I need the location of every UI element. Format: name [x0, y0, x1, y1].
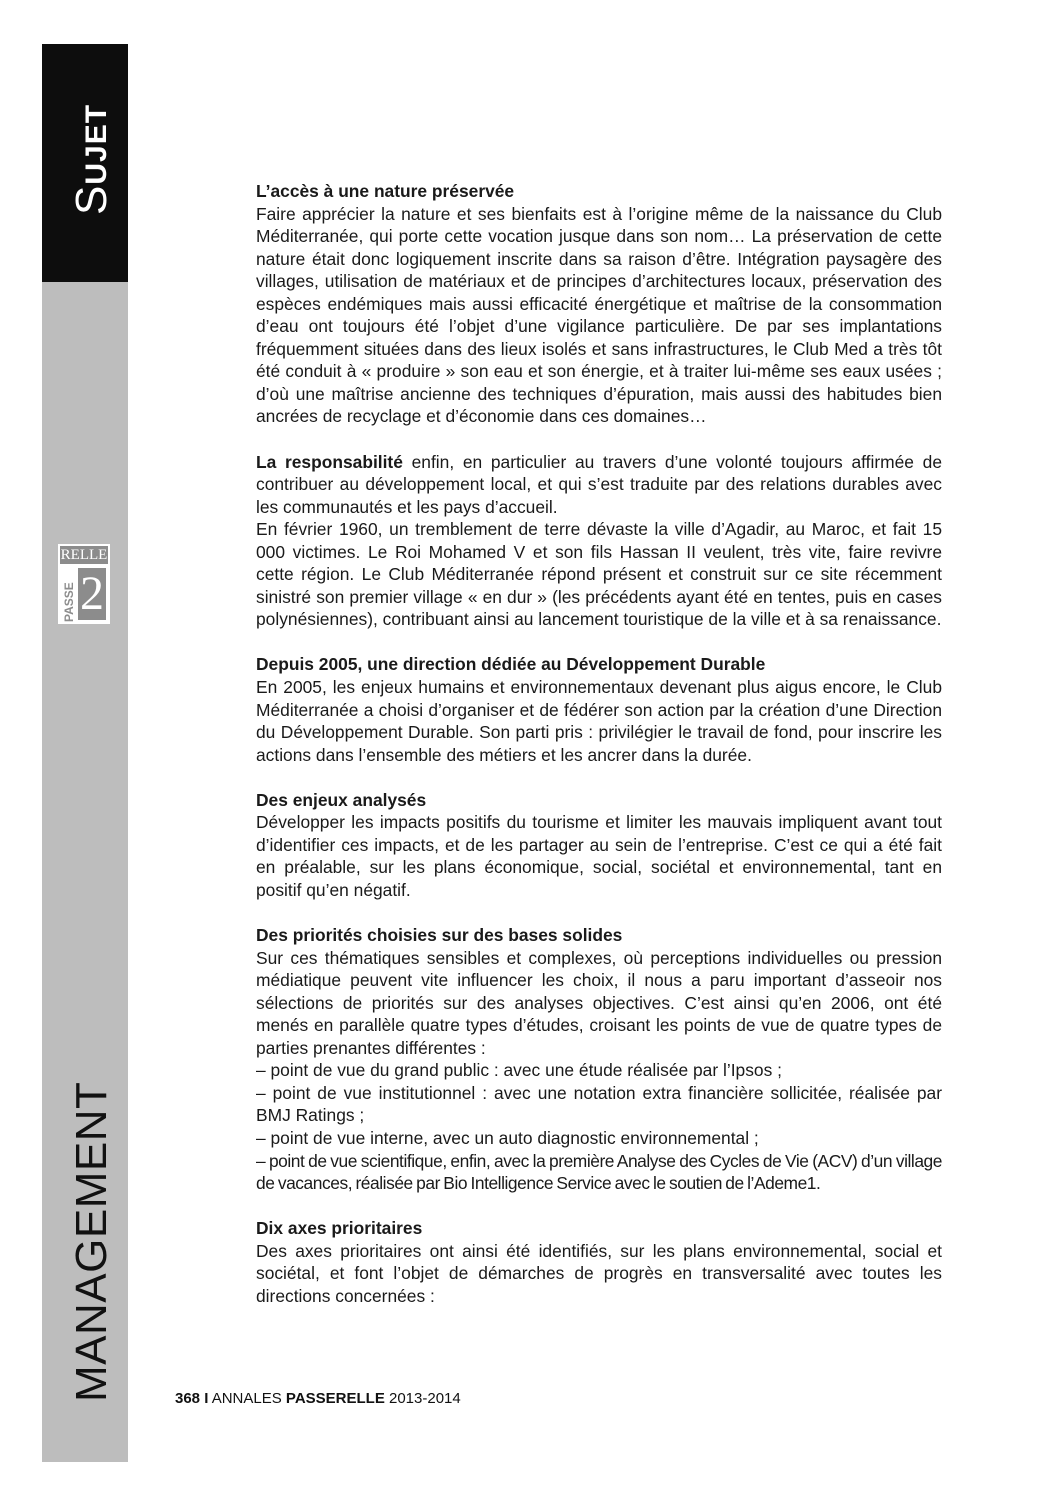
section-heading: Depuis 2005, une direction dédiée au Développement Durable: [256, 654, 766, 675]
paragraph: Faire apprécier la nature et ses bienfaits est à l’origine même de la naissance du Club Méditerranée, qui porte cette vocation jusque dans son nom… La préservation de cette nature était donc logiquement inscrite dans sa raison d’être. Intégration paysagère des villages, utilisation de matériaux et de principes d’architectures locaux, préservation des espèces endémiques mais aussi efficacité énergétique et maîtrise de la consommation d’eau ont toujours été l’objet d’une vigilance particulière. De par ses implantations fréquemment situées dans des lieux isolés et sans infrastructures, le Club Med a très tôt été conduit à « produire » son eau et son énergie, et à traiter lui-même ses eaux usées ; d’où une maîtrise ancienne des techniques d’épuration, mais aussi des habitudes bien ancrées de recyclage et d’économie dans ces domaines…: [256, 203, 942, 427]
category-label-management: MANAGEMENT: [67, 1081, 116, 1402]
article-body: [256, 180, 942, 1307]
list-item: – point de vue institutionnel : avec une notation extra financière sollicitée, réalisée par BMJ Ratings ;: [256, 1082, 942, 1126]
paragraph: Sur ces thématiques sensibles et complexes, où perceptions individuelles ou pression médiatique peuvent vite influencer les choix, il nous a paru important d’asseoir nos sélections de priorités sur des analyses objectives. C’est ainsi qu’en 2006, ont été menés en parallèle quatre types d’études, croisant les points de vue de quatre types de parties prenantes différentes :: [256, 947, 942, 1058]
footer-separator: I: [204, 1390, 209, 1407]
section-heading: Des enjeux analysés: [256, 789, 427, 810]
passerelle-2-logo: [58, 544, 110, 624]
paragraph: La responsabilité enfin, en particulier au travers d’une volonté toujours affirmée de contribuer au développement local, et qui s’est traduite par des relations durables avec les communautés et les pays d’accueil.: [256, 451, 943, 517]
paragraph: En février 1960, un tremblement de terre dévaste la ville d’Agadir, au Maroc, et fait 15 000 victimes. Le Roi Mohamed V et son fils Hassan II veulent, très vite, faire revivre cette région. Le Club Méditerranée répond présent et construit sur ce site récemment sinistré son premier village « en dur » (les précédents ayant été en tentes, puis en cases polynésiennes), contribuant ainsi au lancement touristique de la ville et à sa renaissance.: [256, 519, 942, 630]
footer-annales: ANNALES: [211, 1390, 282, 1407]
paragraph: Des axes prioritaires ont ainsi été identifiés, sur les plans environnemental, social et sociétal, et font l’objet de démarches de progrès en transversalité avec toutes les directions concernées :: [256, 1240, 942, 1306]
paragraph: Développer les impacts positifs du tourisme et limiter les mauvais impliquent avant tout d’identifier ces impacts, et de les partager au sein de l’entreprise. C’est ce qui a été fait en préalable, sur les plans économique, social, sociétal et environnemental, tant en positif qu’en négatif.: [256, 812, 942, 900]
paragraph: En 2005, les enjeux humains et environnementaux devenant plus aigus encore, le Club Méditerranée a choisi d’organiser et de fédérer son action par la création d’une Direction du Développement Durable. Son parti pris : privilégier le travail de fond, pour inscrire les actions dans l’ensemble des métiers et les ancrer dans la durée.: [256, 677, 942, 765]
lead-bold: La responsabilité: [256, 451, 403, 472]
section-heading: Dix axes prioritaires: [256, 1218, 423, 1239]
list-item: – point de vue interne, avec un auto diagnostic environnemental ;: [256, 1127, 759, 1148]
footer-years: 2013-2014: [389, 1390, 461, 1407]
list-item: – point de vue du grand public : avec une étude réalisée par l’Ipsos ;: [256, 1060, 782, 1081]
logo-side-text: PASSE: [62, 582, 76, 622]
page-footer: [175, 1390, 461, 1408]
section-label-sujet: SUJET: [67, 103, 116, 215]
logo-top-text: RELLE: [60, 547, 108, 563]
logo-number: 2: [80, 567, 104, 620]
footer-brand: PASSERELLE: [285, 1390, 385, 1407]
list-item: – point de vue scientifique, enfin, avec la première Analyse des Cycles de Vie (ACV) d’un village de vacances, réalisée par Bio Intelligence Service avec le soutien de l’Ademe1.: [256, 1150, 942, 1194]
section-heading: Des priorités choisies sur des bases solides: [256, 925, 623, 946]
page-number: 368: [175, 1390, 201, 1407]
section-heading: L’accès à une nature préservée: [256, 181, 515, 201]
